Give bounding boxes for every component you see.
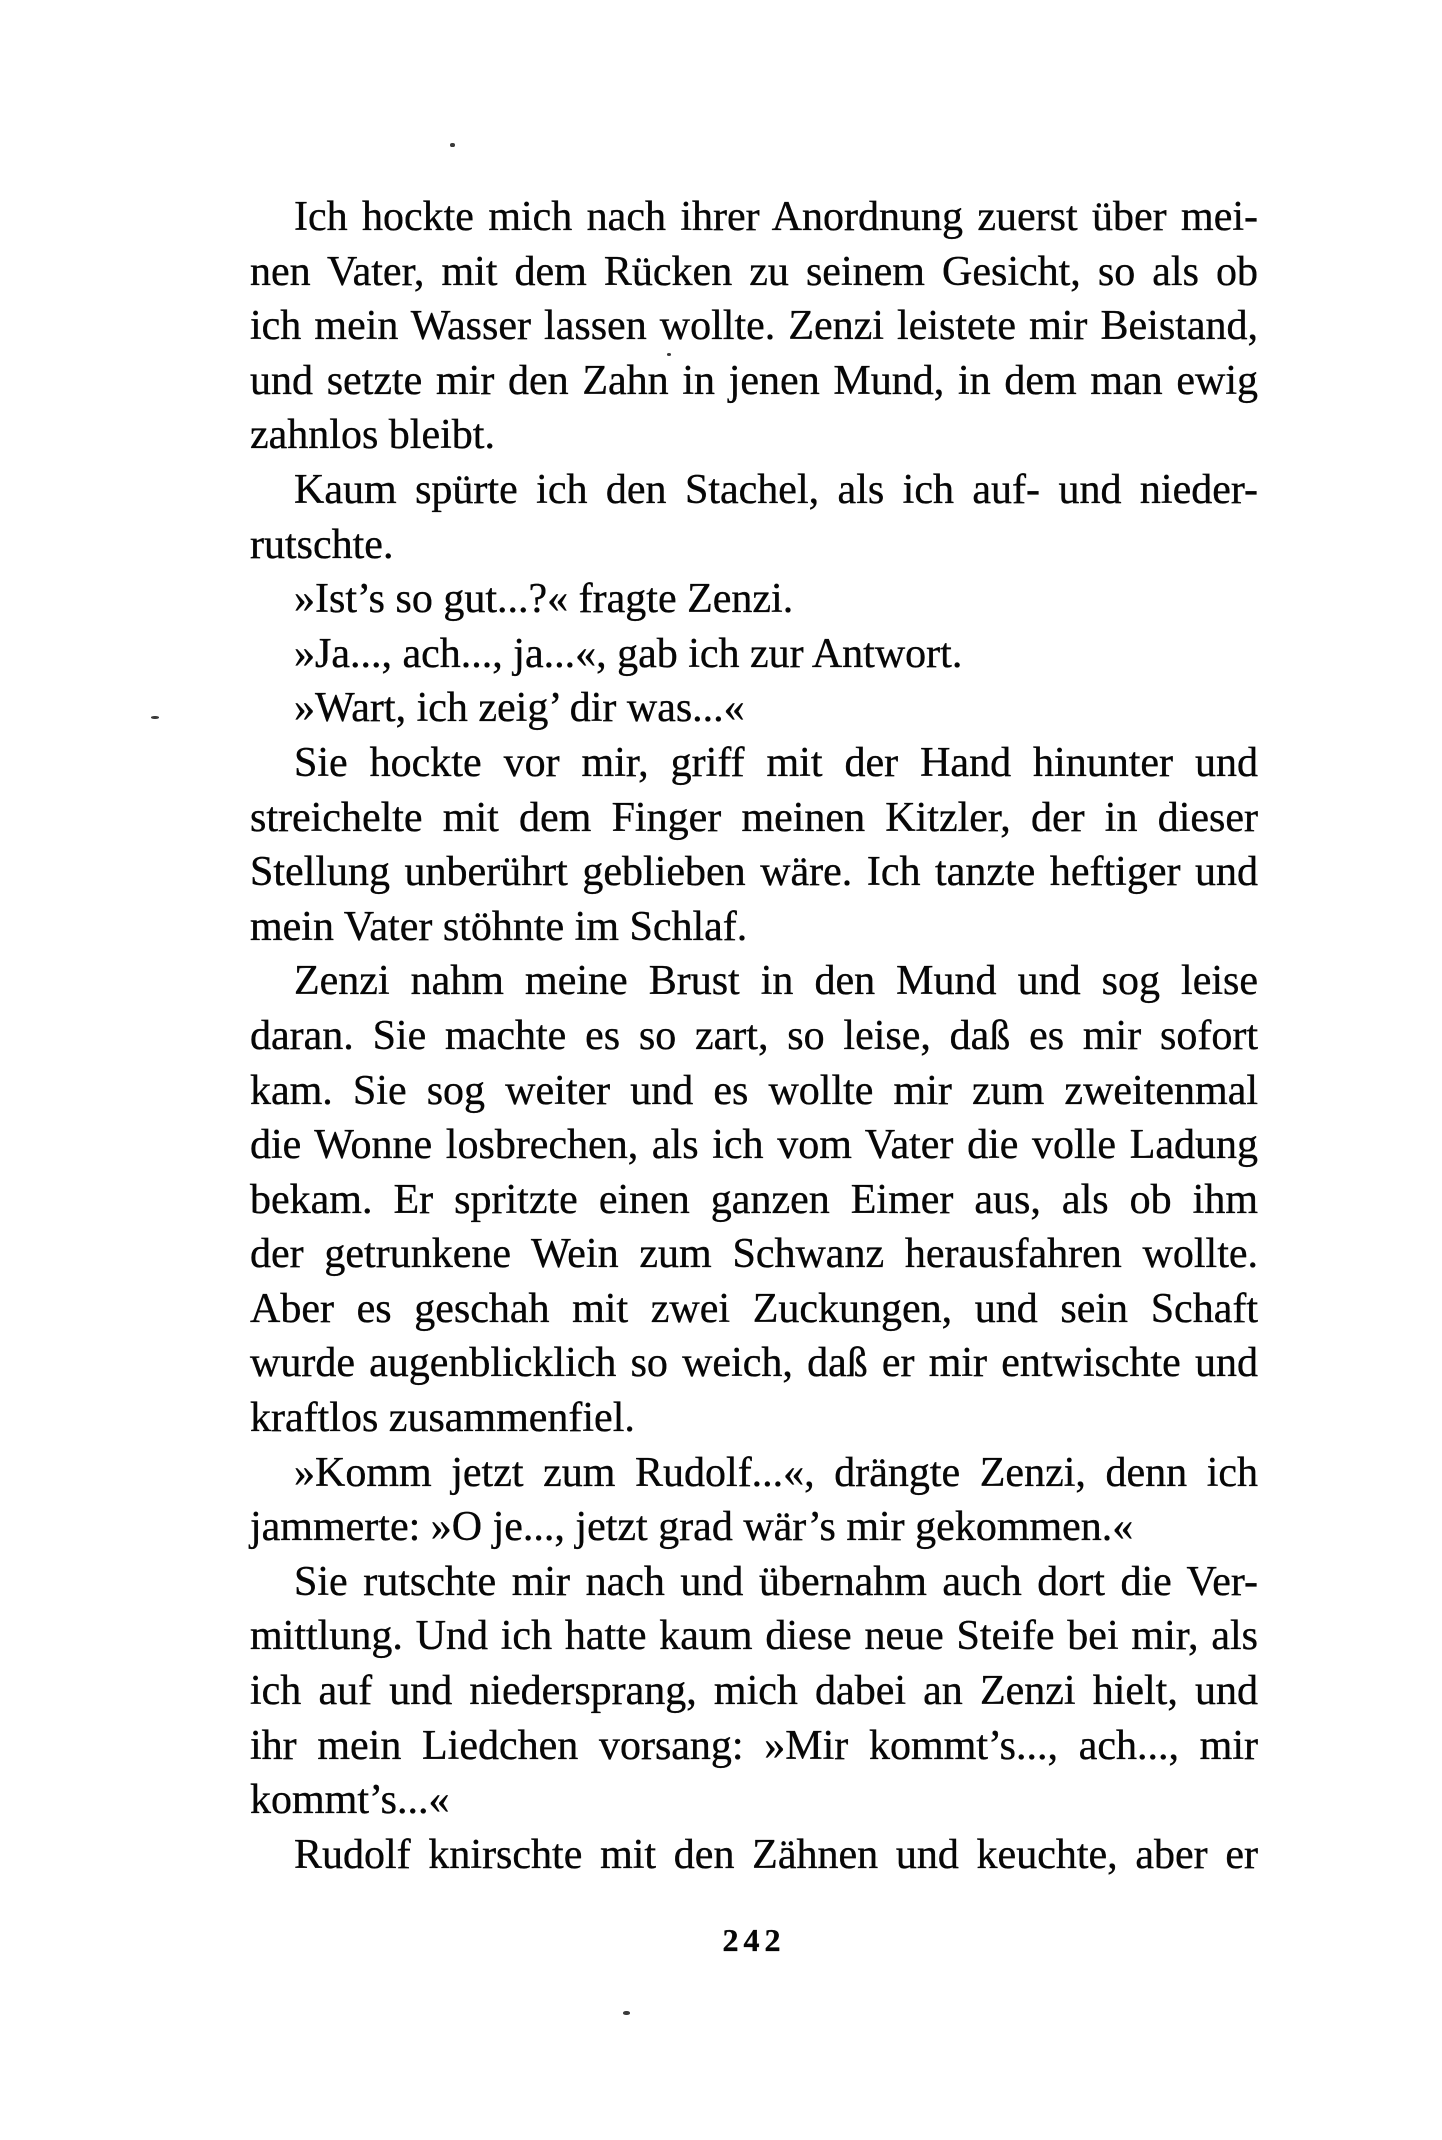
text-line: mittlung. Und ich hatte kaum diese neue Steife bei mir, als	[250, 1613, 1258, 1660]
paragraph	[250, 681, 1258, 736]
paragraph	[250, 572, 1258, 627]
paragraph	[250, 190, 1258, 463]
text-line: wurde augenblicklich so weich, daß er mir entwischte und	[250, 1340, 1258, 1387]
paragraph	[250, 1555, 1258, 1828]
text-line: »Ja..., ach..., ja...«, gab ich zur Antwort.	[294, 630, 963, 677]
text-line: Kaum spürte ich den Stachel, als ich auf- und nieder-	[294, 466, 1258, 513]
text-line: nen Vater, mit dem Rücken zu seinem Gesicht, so als ob	[250, 248, 1258, 295]
paragraph	[250, 627, 1258, 682]
text-line: der getrunkene Wein zum Schwanz herausfahren wollte.	[250, 1231, 1258, 1278]
text-line: »Ist’s so gut...?« fragte Zenzi.	[294, 576, 794, 623]
text-line: mein Vater stöhnte im Schlaf.	[250, 903, 748, 950]
text-line: Rudolf knirschte mit den Zähnen und keuchte, aber er	[294, 1831, 1258, 1878]
text-block	[250, 190, 1258, 1882]
text-line: und setzte mir den Zahn in jenen Mund, in dem man ewig	[250, 357, 1258, 404]
text-line: ich auf und niedersprang, mich dabei an Zenzi hielt, und	[250, 1668, 1258, 1715]
text-line: Sie rutschte mir nach und übernahm auch dort die Ver-	[294, 1558, 1258, 1605]
scan-speck	[151, 716, 159, 719]
text-line: daran. Sie machte es so zart, so leise, daß es mir sofort	[250, 1012, 1258, 1059]
text-line: »Komm jetzt zum Rudolf...«, drängte Zenzi, denn ich	[294, 1449, 1258, 1496]
text-line: »Wart, ich zeig’ dir was...«	[294, 685, 745, 732]
text-line: kommt’s...«	[250, 1777, 450, 1824]
text-line: Aber es geschah mit zwei Zuckungen, und sein Schaft	[250, 1285, 1258, 1332]
text-line: rutschte.	[250, 521, 394, 568]
paragraph	[250, 954, 1258, 1445]
paragraph	[250, 736, 1258, 954]
text-line: die Wonne losbrechen, als ich vom Vater die volle Ladung	[250, 1122, 1258, 1169]
paragraph	[250, 463, 1258, 572]
text-line: ich mein Wasser lassen wollte. Zenzi leistete mir Beistand,	[250, 303, 1258, 350]
scan-speck	[667, 353, 671, 356]
paragraph	[250, 1828, 1258, 1883]
scan-speck	[450, 143, 455, 147]
text-line: kam. Sie sog weiter und es wollte mir zum zweitenmal	[250, 1067, 1258, 1114]
text-line: bekam. Er spritzte einen ganzen Eimer aus, als ob ihm	[250, 1176, 1258, 1223]
text-line: kraftlos zusammenfiel.	[250, 1395, 635, 1442]
scan-speck	[623, 2011, 630, 2015]
text-line: zahnlos bleibt.	[250, 412, 495, 459]
text-line: ihr mein Liedchen vorsang: »Mir kommt’s..., ach..., mir	[250, 1722, 1258, 1769]
text-line: Sie hockte vor mir, griff mit der Hand hinunter und	[294, 739, 1258, 786]
text-line: streichelte mit dem Finger meinen Kitzler, der in dieser	[250, 794, 1258, 841]
page-number: 242	[722, 1922, 786, 1958]
paragraph	[250, 1446, 1258, 1555]
text-line: Stellung unberührt geblieben wäre. Ich tanzte heftiger und	[250, 849, 1258, 896]
text-line: jammerte: »O je..., jetzt grad wär’s mir gekommen.«	[250, 1504, 1134, 1551]
text-line: Ich hockte mich nach ihrer Anordnung zuerst über mei-	[294, 194, 1258, 240]
text-line: Zenzi nahm meine Brust in den Mund und sog leise	[294, 958, 1258, 1005]
